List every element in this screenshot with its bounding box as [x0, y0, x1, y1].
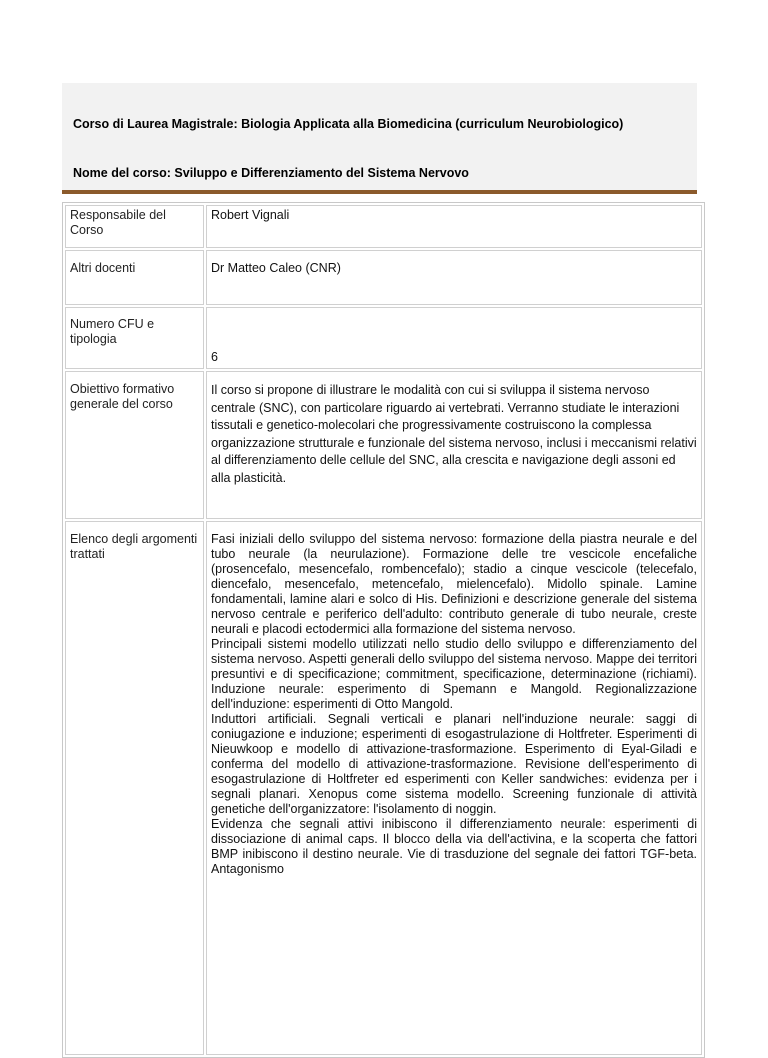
argomenti-paragraph: Evidenza che segnali attivi inibiscono il differenziamento neurale: esperimenti di dissociazione di animal caps. Il blocco della via dell'activina, e la scoperta che fattori BMP inibiscono il destino neurale. Vie di trasduzione del segnale dei fattori TGF-beta. Antagonismo	[211, 817, 697, 876]
argomenti-paragraph: Induttori artificiali. Segnali verticali e planari nell'induzione neurale: saggi di coniugazione e induzione; esperimenti di esogastrulazione di Holtfreter. Esperimenti di Nieuwkoop e modello di attivazione-trasformazione. Esperimento di Eyal-Giladi e conferma del modello di attivazione-trasformazione. Revisione dell'esperimento di esogastrulazione di Holtfreter ed esperimenti con Keller sandwiches: evidenza per i segnali planari. Xenopus come sistema modello. Screening funzionale di attività genetiche dell'organizzatore: l'isolamento di noggin.	[211, 712, 697, 816]
course-name: Nome del corso: Sviluppo e Differenziamento del Sistema Nervovo	[73, 166, 469, 180]
label-argomenti: Elenco degli argomenti trattati	[65, 521, 204, 1055]
row-argomenti	[65, 521, 702, 1055]
value-obiettivo: Il corso si propone di illustrare le modalità con cui si sviluppa il sistema nervoso centrale (SNC), con particolare riguardo ai vertebrati. Verranno studiate le interazioni tissutali e genetico-molecolari che progressivamente costruiscono la complessa organizzazione strutturale e funzionale del sistema nervoso, inclusi i meccanismi relativi al differenziamento delle cellule del SNC, alla crescita e navigazione degli assoni ed alla plasticità.	[206, 371, 702, 519]
label-cfu: Numero CFU e tipologia	[65, 307, 204, 369]
row-responsabile	[65, 205, 702, 248]
row-cfu	[65, 307, 702, 369]
value-responsabile: Robert Vignali	[206, 205, 702, 248]
value-argomenti	[206, 521, 702, 1055]
row-altri-docenti	[65, 250, 702, 305]
label-obiettivo: Obiettivo formativo generale del corso	[65, 371, 204, 519]
argomenti-paragraph: Principali sistemi modello utilizzati nello studio dello sviluppo e differenziamento del sistema nervoso. Aspetti generali dello sviluppo del sistema nervoso. Mappe dei territori presuntivi e di specificazione; commitment, specificazione, determinazione (richiami). Induzione neurale: esperimento di Spemann e Mangold. Regionalizzazione dell'induzione: esperimenti di Otto Mangold.	[211, 637, 697, 711]
header-divider	[62, 190, 697, 194]
value-altri-docenti: Dr Matteo Caleo (CNR)	[206, 250, 702, 305]
label-altri-docenti: Altri docenti	[65, 250, 204, 305]
course-title: Corso di Laurea Magistrale: Biologia Applicata alla Biomedicina (curriculum Neurobiologico)	[73, 117, 624, 131]
row-obiettivo	[65, 371, 702, 519]
label-responsabile: Responsabile del Corso	[65, 205, 204, 248]
argomenti-paragraph: Fasi iniziali dello sviluppo del sistema nervoso: formazione della piastra neurale e del tubo neurale (la neurulazione). Formazione delle tre vescicole encefaliche (prosencefalo, mesencefalo, rombencefalo); stadio a cinque vescicole (telecefalo, diencefalo, mesencefalo, metencefalo, mielencefalo). Midollo spinale. Lamine fondamentali, lamine alari e solco di His. Definizioni e descrizione generale del sistema nervoso centrale e periferico dell'adulto: contributo generale di tubo neurale, creste neurali e placodi ectodermici alla formazione del sistema nervoso.	[211, 532, 697, 636]
course-info-table	[62, 202, 705, 1058]
value-cfu: 6	[206, 307, 702, 369]
